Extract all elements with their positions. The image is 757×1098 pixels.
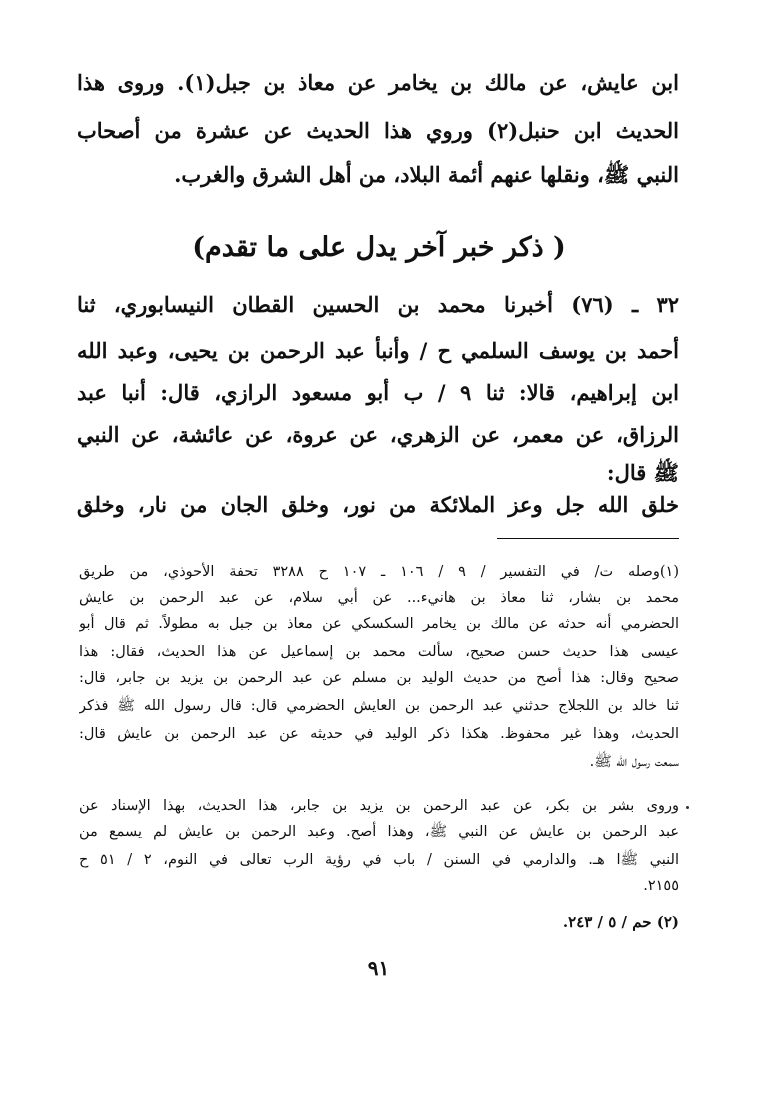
footnote-line: محمد بن بشار، ثنا معاذ بن هانيء... عن أبي سلام، عن عبد الرحمن بن عايش <box>79 590 679 606</box>
main-text-line: النبي ﷺ، ونقلها عنهم أئمة البلاد، من أهل الشرق والغرب. <box>174 162 679 187</box>
footnote-line: سمعت رسول الله ﷺ. <box>589 754 679 770</box>
hadith-text-line: ابن إبراهيم، قالا: ثنا ٩ / ب أبو مسعود الرازي، قال: أنبا عبد <box>77 380 679 405</box>
footnote-line: صحيح وقال: هذا أصح من حديث الوليد بن مسلم عن عبد الرحمن بن يزيد بن جابر، قال: <box>79 670 679 686</box>
footnote-line: الحضرمي أنه حدثه عن مالك بن يخامر السكسكي عن معاذ بن جبل به مطولاً. ثم قال أبو <box>79 616 679 632</box>
footnote-line: (١)وصله ت/ في التفسير / ٩ / ١٠٦ ـ ١٠٧ ح ٣٢٨٨ تحفة الأحوذي، من طريق <box>79 564 679 580</box>
footnote-line: الحديث، وهذا غير محفوظ. هكذا ذكر الوليد في حديثه عن عبد الرحمن بن عايش قال: <box>79 726 679 742</box>
hadith-text-line: الرزاق، عن معمر، عن الزهري، عن عروة، عن عائشة، عن النبي <box>77 422 679 447</box>
scan-speck <box>686 806 689 809</box>
main-text-line: ابن عايش، عن مالك بن يخامر عن معاذ بن جبل(١). وروى هذا <box>77 70 679 95</box>
page-number: ٩١ <box>367 956 390 980</box>
section-heading: ( ذكر خبر آخر يدل على ما تقدم) <box>192 232 566 263</box>
footnote-line: ثنا خالد بن اللجلاج حدثني عبد الرحمن بن العايش الحضرمي قال: قال رسول الله ﷺ فذكر <box>79 698 679 714</box>
main-text-line: الحديث ابن حنبل(٢) وروي هذا الحديث عن عشرة من أصحاب <box>77 118 679 143</box>
hadith-text-line: ﷺ قال: <box>606 460 679 485</box>
footnote-line: عبد الرحمن بن عايش عن النبي ﷺ، وهذا أصح. وعبد الرحمن بن عايش لم يسمع من <box>79 824 679 840</box>
footnote-2: (٢) حم / ٥ / ٢٤٣. <box>562 913 679 931</box>
hadith-text-line: خلق الله جل وعز الملائكة من نور، وخلق الجان من نار، وخلق <box>77 492 679 517</box>
footnote-separator <box>497 538 679 539</box>
footnote-line: النبي ﷺا هـ. والدارمي في السنن / باب في رؤية الرب تعالى في النوم، ٢ / ٥١ ح <box>79 852 679 868</box>
footnote-line: ٢١٥٥. <box>643 878 679 894</box>
footnote-line: عيسى هذا حديث حسن صحيح، سألت محمد بن إسماعيل عن هذا الحديث، فقال: هذا <box>79 644 679 660</box>
hadith-text-line: ٣٢ ـ (٧٦) أخبرنا محمد بن الحسين القطان النيسابوري، ثنا <box>77 292 679 317</box>
footnote-line: وروى بشر بن بكر، عن عبد الرحمن بن يزيد بن جابر، هذا الحديث، بهذا الإسناد عن <box>79 798 679 814</box>
hadith-text-line: أحمد بن يوسف السلمي ح / وأنبأ عبد الرحمن بن يحيى، وعبد الله <box>77 338 679 363</box>
